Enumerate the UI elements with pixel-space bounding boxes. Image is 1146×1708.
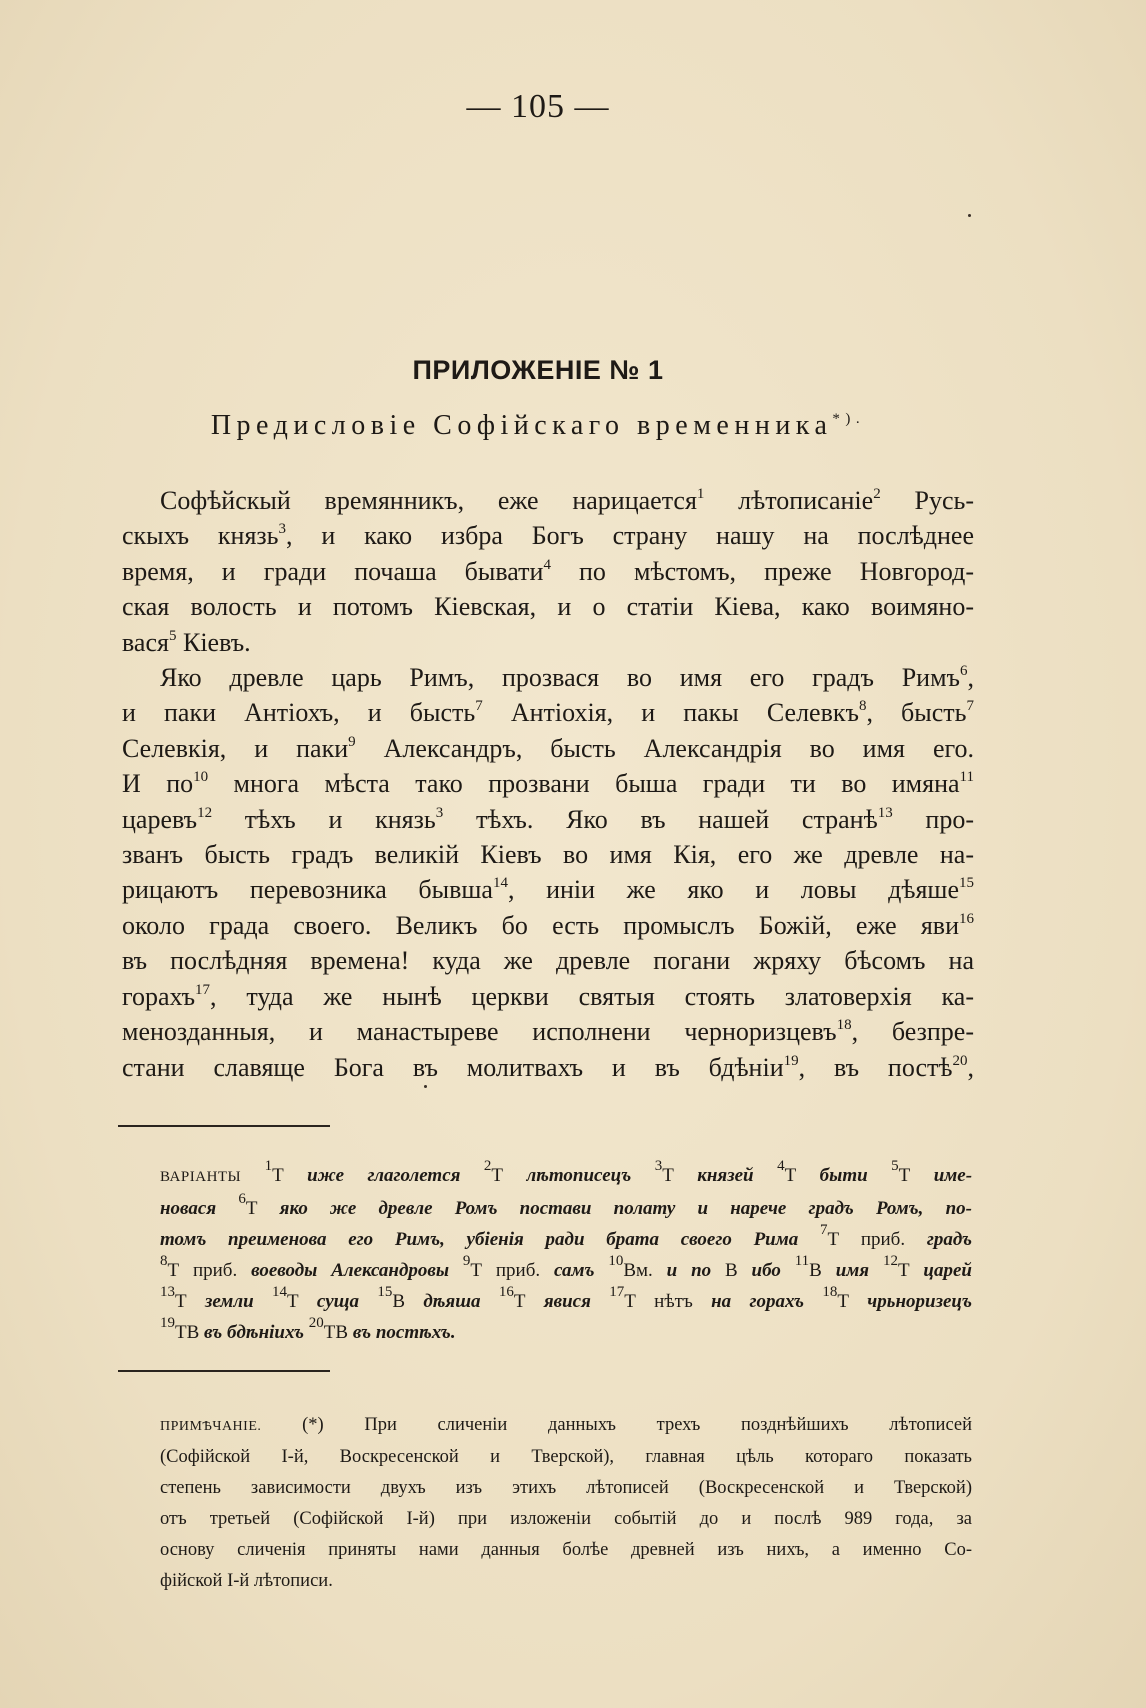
note-label: ПРИМѢЧАНІЕ. bbox=[160, 1419, 262, 1434]
note-line bbox=[160, 1442, 972, 1473]
text-segment bbox=[781, 1260, 795, 1281]
variant-reading: воеводы Александровы bbox=[251, 1260, 450, 1281]
text-segment: степень зависимости двухъ изъ этихъ лѣтописей (Воскресенской и Тверской) bbox=[160, 1478, 972, 1498]
footnote-ref: 16 bbox=[498, 1284, 514, 1300]
text-segment: (Софійской I-й, Воскресенской и Тверской), главная цѣль котораго показать bbox=[160, 1447, 972, 1467]
text-segment: царевъ bbox=[122, 804, 198, 834]
text-line bbox=[122, 802, 974, 837]
note-line bbox=[160, 1410, 972, 1442]
text-segment: , въ постѣ bbox=[798, 1052, 953, 1082]
text-segment: Вм. bbox=[623, 1260, 667, 1281]
note-divider bbox=[118, 1370, 330, 1372]
variant-reading: иже глаголется bbox=[307, 1165, 461, 1186]
footnote-ref: 19 bbox=[783, 1052, 799, 1069]
text-segment: многа мѣста тако прозвани быша гради ти во имяна bbox=[208, 769, 960, 799]
footnote-ref: 13 bbox=[160, 1284, 175, 1300]
variant-reading: новася bbox=[160, 1198, 217, 1219]
text-segment: Т bbox=[897, 1260, 924, 1281]
text-segment: В bbox=[392, 1291, 424, 1312]
text-segment: стани славяще Бога въ молитвахъ и въ бдѣніи bbox=[122, 1052, 784, 1082]
text-segment bbox=[804, 1291, 822, 1312]
variant-reading: ибо bbox=[751, 1260, 781, 1281]
footnote-ref: 14 bbox=[271, 1284, 287, 1300]
text-segment bbox=[460, 1165, 483, 1186]
footnote-ref: 12 bbox=[197, 804, 213, 821]
text-segment: Т bbox=[245, 1198, 280, 1219]
text-segment: въ послѣдняя времена! куда же древле погани жряху бѣсомъ на bbox=[122, 946, 974, 976]
variant-reading: градъ bbox=[926, 1229, 973, 1250]
note-line bbox=[160, 1535, 972, 1566]
appendix-heading: ПРИЛОЖЕНІЕ № 1 bbox=[412, 355, 664, 385]
text-segment: В bbox=[809, 1260, 836, 1281]
text-segment: Т bbox=[898, 1165, 934, 1186]
text-segment: Т bbox=[286, 1291, 317, 1312]
main-text bbox=[122, 483, 974, 1085]
text-segment: менозданныя, и манастыреве исполнени черноризцевъ bbox=[122, 1017, 837, 1047]
text-segment: скыхъ князь bbox=[122, 521, 279, 551]
editorial-note bbox=[160, 1410, 972, 1597]
text-line bbox=[122, 731, 974, 766]
footnote-ref: 8 bbox=[160, 1253, 168, 1269]
text-segment: Т приб. bbox=[470, 1260, 554, 1281]
footnote-ref: 3 bbox=[654, 1158, 663, 1174]
variant-reading: лѣтописецъ bbox=[526, 1165, 632, 1186]
footnote-ref: 7 bbox=[475, 698, 483, 715]
footnote-ref: 4 bbox=[543, 556, 551, 573]
variant-reading: чрьноризецъ bbox=[867, 1291, 972, 1312]
footnote-divider bbox=[118, 1125, 330, 1127]
footnote-ref: 17 bbox=[609, 1284, 625, 1300]
footnote-ref: 12 bbox=[882, 1253, 898, 1269]
text-line bbox=[122, 660, 974, 695]
text-segment: ТВ bbox=[323, 1322, 353, 1343]
footnote-ref: 5 bbox=[168, 627, 177, 644]
footnote-ref: 4 bbox=[777, 1158, 785, 1174]
page-number: — 105 — bbox=[466, 88, 610, 125]
text-segment bbox=[591, 1291, 609, 1312]
footnote-ref: 11 bbox=[794, 1253, 810, 1269]
text-segment: Т bbox=[837, 1291, 868, 1312]
text-segment: ТВ bbox=[175, 1322, 205, 1343]
variant-reading: име- bbox=[933, 1165, 973, 1186]
footnote-ref: 1 bbox=[696, 486, 705, 502]
text-segment: время, и гради почаша бывати bbox=[122, 556, 544, 586]
text-segment bbox=[359, 1291, 377, 1312]
subtitle-text: Предисловіе Софійскаго временника bbox=[210, 410, 833, 441]
variant-reading: имя bbox=[835, 1260, 870, 1281]
text-segment: Т приб. bbox=[827, 1229, 927, 1250]
text-segment: , и како избра Богъ страну нашу на послѣднее bbox=[286, 521, 975, 551]
text-segment: , бысть bbox=[866, 698, 967, 728]
variant-reading: въ постѣхъ. bbox=[352, 1322, 456, 1343]
footnote-ref: 2 bbox=[483, 1158, 492, 1174]
text-segment: по мѣстомъ, преже Новгород- bbox=[550, 556, 974, 586]
text-segment: горахъ bbox=[122, 981, 196, 1011]
text-line bbox=[122, 625, 974, 660]
variant-reading: дѣяша bbox=[423, 1291, 481, 1312]
text-segment: около града своего. Великъ бо есть промыслъ Божій, еже яви bbox=[122, 910, 959, 940]
text-line bbox=[122, 837, 974, 872]
variant-reading: въ бдѣніихъ bbox=[204, 1322, 305, 1343]
variant-reading: явися bbox=[543, 1291, 591, 1312]
variants-line bbox=[160, 1317, 972, 1348]
variant-reading: и по bbox=[666, 1260, 712, 1281]
note-line bbox=[160, 1473, 972, 1504]
text-line bbox=[122, 695, 974, 730]
paper-speck bbox=[424, 1085, 427, 1088]
text-segment: званъ бысть градъ великій Кіевъ во имя Кія, его же древле на- bbox=[122, 840, 974, 870]
variant-reading: быти bbox=[819, 1165, 868, 1186]
text-segment: и паки Антіохъ, и бысть bbox=[122, 698, 476, 728]
text-line bbox=[122, 554, 974, 589]
footnote-ref: 6 bbox=[960, 663, 968, 680]
footnote-ref: 2 bbox=[873, 486, 881, 502]
variant-reading: царей bbox=[923, 1260, 972, 1281]
variant-reading: самъ bbox=[554, 1260, 595, 1281]
text-segment bbox=[594, 1260, 608, 1281]
footnote-ref: 15 bbox=[959, 875, 974, 892]
text-segment: вася bbox=[122, 627, 169, 657]
footnote-ref: 10 bbox=[608, 1253, 624, 1269]
subtitle bbox=[0, 410, 1076, 442]
variant-reading: земли bbox=[204, 1291, 254, 1312]
text-segment: отъ третьей (Софійской I-й) при изложеніи событій до и послѣ 989 года, за bbox=[160, 1509, 972, 1529]
text-segment: Софѣйскый времянникъ, еже нарицается bbox=[160, 486, 697, 515]
footnote-ref: 9 bbox=[462, 1253, 471, 1269]
footnote-ref: 20 bbox=[952, 1052, 968, 1069]
text-line bbox=[122, 766, 974, 801]
text-line bbox=[122, 872, 974, 907]
text-segment: тѣхъ. Яко въ нашей странѣ bbox=[443, 804, 878, 834]
text-segment: тѣхъ и князь bbox=[212, 804, 436, 834]
text-line bbox=[122, 518, 974, 553]
text-line bbox=[122, 1014, 974, 1049]
text-segment: Русь- bbox=[880, 486, 974, 515]
variant-reading: суща bbox=[316, 1291, 359, 1312]
text-segment: Т bbox=[175, 1291, 205, 1312]
text-segment bbox=[481, 1291, 499, 1312]
footnote-ref: 13 bbox=[877, 804, 893, 821]
text-segment bbox=[869, 1260, 883, 1281]
variant-reading: яко же древле Ромъ постави полату и нарече градъ Ромъ, по- bbox=[279, 1198, 973, 1219]
footnote-ref: 14 bbox=[492, 875, 508, 892]
text-segment bbox=[631, 1165, 654, 1186]
text-segment: основу сличенія приняты нами данныя болѣе древней изъ нихъ, а именно Со- bbox=[160, 1540, 972, 1560]
footnote-ref: 7 bbox=[820, 1222, 828, 1238]
text-line bbox=[122, 943, 974, 978]
footnote-ref: 17 bbox=[195, 981, 211, 998]
text-line bbox=[122, 589, 974, 624]
text-segment: Александръ, бысть Александрія во имя его. bbox=[355, 733, 975, 763]
text-line bbox=[122, 1050, 974, 1085]
footnote-ref: 10 bbox=[193, 769, 209, 786]
text-segment: , туда же нынѣ церкви святыя стоять златоверхія ка- bbox=[210, 981, 974, 1011]
footnote-ref: 9 bbox=[348, 733, 356, 750]
text-segment bbox=[798, 1229, 820, 1250]
variants-apparatus bbox=[160, 1160, 972, 1348]
text-segment: Кіевъ. bbox=[176, 627, 251, 657]
variant-reading: на горахъ bbox=[711, 1291, 805, 1312]
text-segment: (*) При сличеніи данныхъ трехъ позднѣйшихъ лѣтописей bbox=[302, 1415, 973, 1435]
footnote-ref: 18 bbox=[822, 1284, 838, 1300]
text-segment: Т bbox=[784, 1165, 820, 1186]
subtitle-footnote-mark: *). bbox=[832, 411, 866, 427]
paper-speck bbox=[968, 214, 971, 217]
text-line bbox=[122, 908, 974, 943]
text-segment: про- bbox=[892, 804, 974, 834]
variants-line bbox=[160, 1286, 972, 1317]
note-line bbox=[160, 1566, 972, 1597]
text-segment: И по bbox=[122, 769, 194, 799]
text-segment: Антіохія, и пакы Селевкъ bbox=[482, 698, 859, 728]
text-segment: лѣтописаніе bbox=[704, 486, 874, 515]
text-segment: , bbox=[967, 1052, 975, 1082]
footnote-ref: 7 bbox=[966, 698, 974, 715]
footnote-ref: 3 bbox=[278, 521, 287, 538]
text-segment: ская волость и потомъ Кіевская, и о статіи Кіева, како воимяно- bbox=[122, 592, 974, 622]
variants-line bbox=[160, 1224, 972, 1255]
variants-line bbox=[160, 1255, 972, 1286]
text-line bbox=[122, 483, 974, 518]
footnote-ref: 20 bbox=[308, 1315, 324, 1331]
text-segment: , иніи же яко и ловы дѣяше bbox=[507, 875, 959, 905]
footnote-ref: 16 bbox=[959, 910, 974, 927]
text-segment bbox=[254, 1291, 272, 1312]
text-segment: фійской I-й лѣтописи. bbox=[160, 1571, 333, 1591]
text-segment: В bbox=[711, 1260, 752, 1281]
text-segment: Селевкія, и паки bbox=[122, 733, 349, 763]
text-segment: Т bbox=[491, 1165, 527, 1186]
text-segment: Т bbox=[272, 1165, 308, 1186]
variants-line bbox=[160, 1160, 972, 1193]
footnote-ref: 1 bbox=[264, 1158, 273, 1174]
text-segment: рицаютъ перевозника бывша bbox=[122, 875, 493, 905]
text-segment: Т нѣтъ bbox=[624, 1291, 712, 1312]
footnote-ref: 15 bbox=[377, 1284, 393, 1300]
variants-label: ВАРІАНТЫ bbox=[160, 1169, 242, 1185]
text-segment: , безпре- bbox=[851, 1017, 974, 1047]
footnote-ref: 5 bbox=[891, 1158, 899, 1174]
footnote-ref: 3 bbox=[435, 804, 444, 821]
footnote-ref: 6 bbox=[238, 1191, 246, 1207]
text-segment: Т bbox=[513, 1291, 544, 1312]
text-segment: Яко древле царь Римъ, прозвася во имя его градъ Римъ bbox=[160, 663, 960, 693]
footnote-ref: 19 bbox=[160, 1315, 175, 1331]
variants-line bbox=[160, 1193, 972, 1224]
footnote-ref: 18 bbox=[836, 1017, 852, 1034]
text-segment: , bbox=[967, 663, 974, 693]
text-segment bbox=[754, 1165, 777, 1186]
text-segment: Т bbox=[662, 1165, 698, 1186]
footnote-ref: 8 bbox=[858, 698, 867, 715]
variant-reading: князей bbox=[697, 1165, 754, 1186]
text-line bbox=[122, 979, 974, 1014]
variant-reading: томъ преименова его Римъ, убіенія ради брата своего Рима bbox=[160, 1229, 799, 1250]
text-segment bbox=[868, 1165, 891, 1186]
text-segment bbox=[449, 1260, 463, 1281]
text-segment bbox=[216, 1198, 238, 1219]
footnote-ref: 11 bbox=[959, 769, 974, 786]
note-line bbox=[160, 1504, 972, 1535]
text-segment: Т приб. bbox=[167, 1260, 252, 1281]
